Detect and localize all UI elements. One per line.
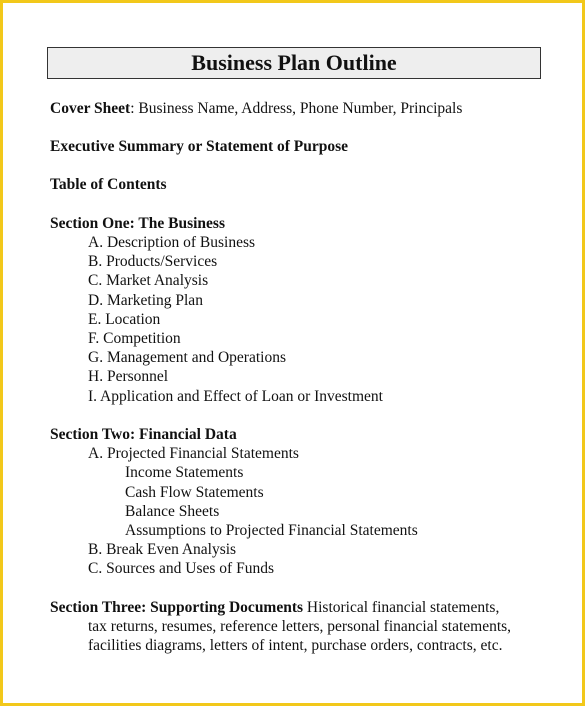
- section-two-item-a: A. Projected Financial Statements: [88, 445, 299, 462]
- section-one-item: H. Personnel: [88, 368, 169, 385]
- section-one-item: A. Description of Business: [88, 234, 256, 251]
- page-title: Business Plan Outline: [47, 47, 541, 79]
- executive-summary-heading: Executive Summary or Statement of Purpose: [50, 138, 349, 155]
- section-two-subitem: Income Statements: [125, 464, 244, 481]
- cover-sheet-line: [50, 99, 462, 118]
- section-three-line1: [50, 598, 499, 617]
- table-of-contents-heading: Table of Contents: [50, 176, 167, 193]
- section-one-heading: Section One: The Business: [50, 215, 225, 232]
- cover-sheet-text: : Business Name, Address, Phone Number, Principals: [130, 100, 463, 117]
- section-one-item: E. Location: [88, 311, 161, 328]
- section-one-item: F. Competition: [88, 330, 181, 347]
- section-one-item: I. Application and Effect of Loan or Investment: [88, 388, 383, 405]
- section-one-item: C. Market Analysis: [88, 272, 209, 289]
- section-two-item-c: C. Sources and Uses of Funds: [88, 560, 274, 577]
- section-three-line2: tax returns, resumes, reference letters, personal financial statements,: [88, 618, 512, 635]
- section-two-subitem: Balance Sheets: [125, 503, 220, 520]
- section-one-item: G. Management and Operations: [88, 349, 286, 366]
- section-one-item: B. Products/Services: [88, 253, 218, 270]
- section-three-heading: Section Three: Supporting Documents: [50, 599, 304, 616]
- section-two-item-b: B. Break Even Analysis: [88, 541, 237, 558]
- cover-sheet-label: Cover Sheet: [50, 100, 131, 117]
- section-two-heading: Section Two: Financial Data: [50, 426, 237, 443]
- section-two-subitem: Assumptions to Projected Financial Statements: [125, 522, 418, 539]
- section-three-text: Historical financial statements,: [303, 599, 500, 616]
- section-one-item: D. Marketing Plan: [88, 292, 203, 309]
- section-two-subitem: Cash Flow Statements: [125, 484, 264, 501]
- section-three-line3: facilities diagrams, letters of intent, purchase orders, contracts, etc.: [88, 637, 503, 654]
